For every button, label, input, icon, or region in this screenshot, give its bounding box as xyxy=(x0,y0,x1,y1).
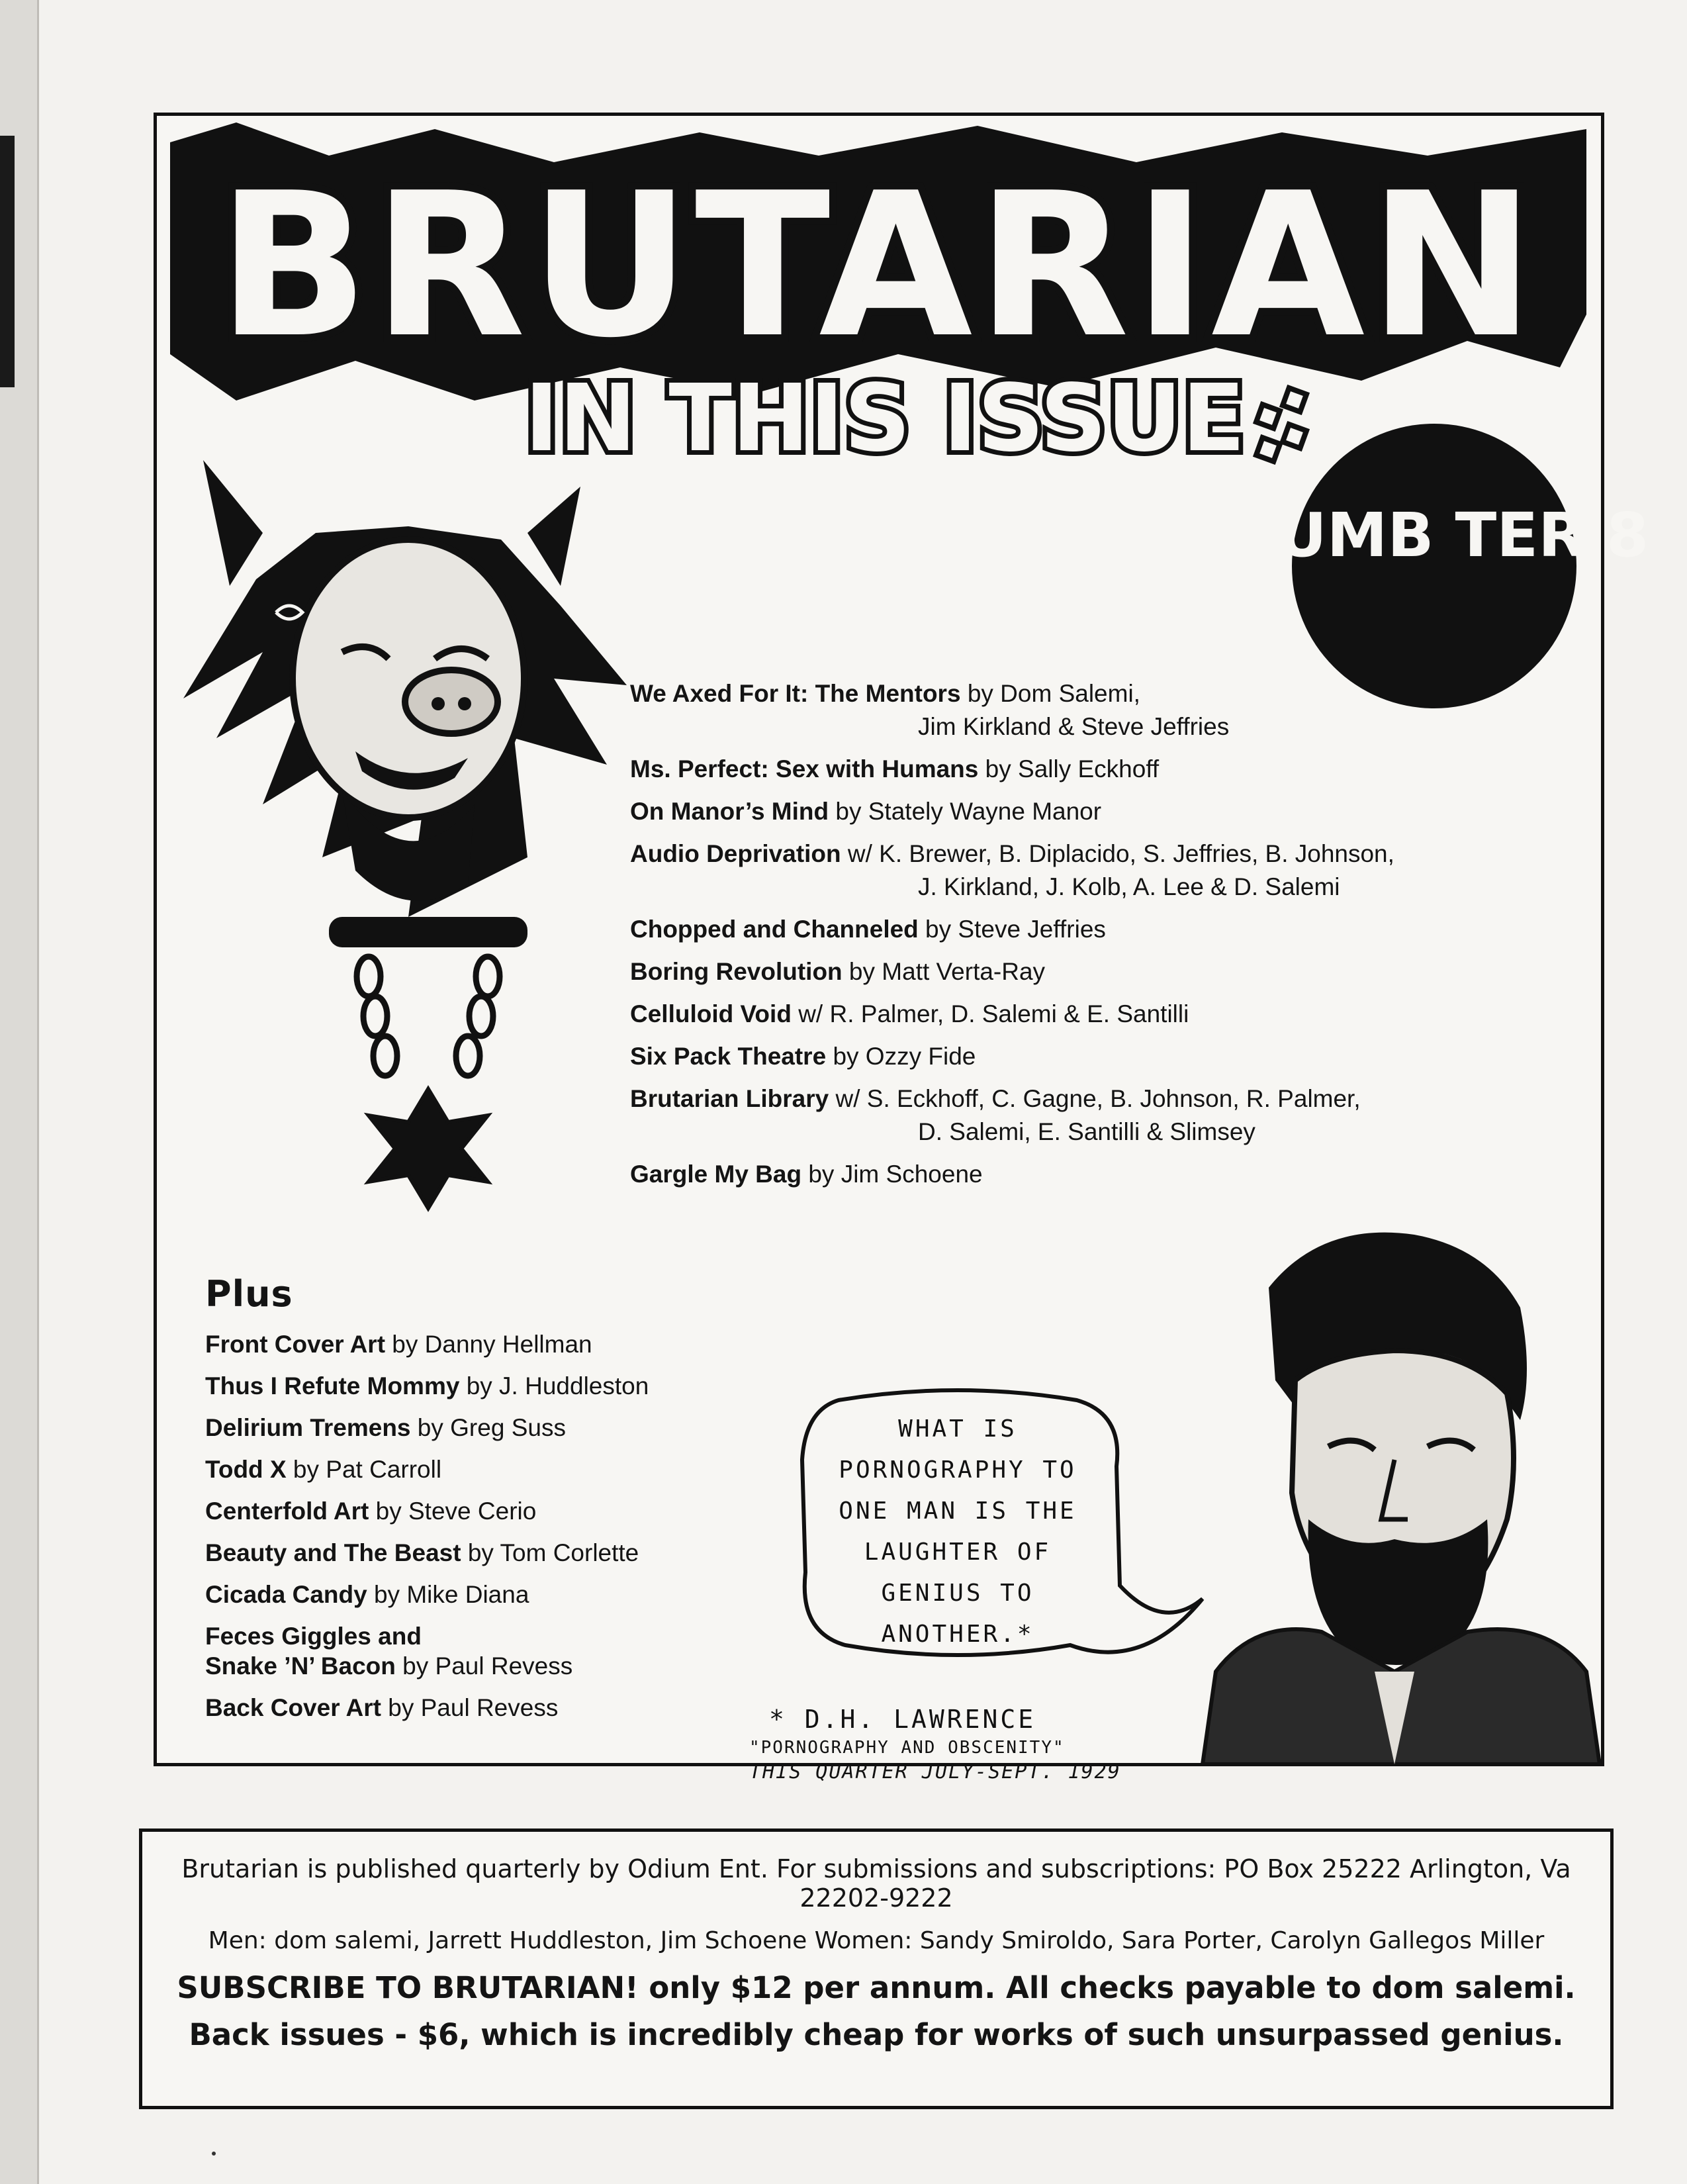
toc-credit: by Jim Schoene xyxy=(801,1161,983,1188)
plus-title: Beauty and The Beast xyxy=(205,1539,461,1566)
toc-title: Ms. Perfect: Sex with Humans xyxy=(630,755,979,783)
nostril xyxy=(458,697,471,710)
in-this-issue-heading: IN THIS ISSUE xyxy=(524,365,1246,473)
plus-item xyxy=(205,1413,801,1443)
plus-title: Feces Giggles and xyxy=(205,1623,422,1650)
back-issues-line: Back issues - $6, which is incredibly cheap for works of such unsurpassed genius. xyxy=(189,2017,1564,2052)
attribution-author: * D.H. LAWRENCE xyxy=(769,1705,1036,1734)
toc-entry xyxy=(630,1158,1557,1191)
plus-heading: Plus xyxy=(205,1273,293,1315)
toc-entry xyxy=(630,1040,1557,1073)
toc-credit: by Stately Wayne Manor xyxy=(829,798,1102,825)
quote-line: PORNOGRAPHY TO xyxy=(839,1456,1077,1484)
plus-item xyxy=(205,1496,801,1526)
collar xyxy=(329,917,527,947)
colon-dot xyxy=(1256,404,1280,428)
toc-title: We Axed For It: The Mentors xyxy=(630,680,961,707)
dh-lawrence-portrait xyxy=(1176,1208,1600,1764)
colon-dot xyxy=(1256,438,1280,461)
toc-entry xyxy=(630,998,1557,1031)
plus-item xyxy=(205,1538,801,1568)
plus-section xyxy=(205,1273,801,1734)
binding-mark xyxy=(0,136,15,387)
plus-title: Cicada Candy xyxy=(205,1581,367,1608)
plus-credit: by Pat Carroll xyxy=(286,1456,442,1483)
toc-credit: w/ R. Palmer, D. Salemi & E. Santilli xyxy=(791,1000,1189,1027)
plus-credit: by J. Huddleston xyxy=(459,1372,649,1400)
plus-title: Delirium Tremens xyxy=(205,1414,411,1441)
quote-line: GENIUS TO xyxy=(881,1580,1034,1607)
toc-title: Chopped and Channeled xyxy=(630,916,919,943)
toc-credit: by Dom Salemi, xyxy=(960,680,1140,707)
plus-credit: by Mike Diana xyxy=(367,1581,529,1608)
quote-line: ANOTHER.* xyxy=(881,1621,1034,1648)
toc-title: Six Pack Theatre xyxy=(630,1043,827,1070)
toc-entry xyxy=(630,795,1557,828)
plus-item xyxy=(205,1454,801,1484)
toc-entry xyxy=(630,1082,1557,1149)
toc-credit: by Steve Jeffries xyxy=(918,916,1106,943)
toc-credit: w/ S. Eckhoff, C. Gagne, B. Johnson, R. Palmer, xyxy=(829,1085,1361,1112)
toc-credit: by Matt Verta-Ray xyxy=(842,958,1046,985)
plus-credit: by Paul Revess xyxy=(395,1652,573,1680)
toc-title: On Manor’s Mind xyxy=(630,798,829,825)
toc-title: Celluloid Void xyxy=(630,1000,792,1027)
staff-line: Men: dom salemi, Jarrett Huddleston, Jim Schoene Women: Sandy Smiroldo, Sara Porter, Carolyn Gallegos Miller xyxy=(208,1927,1545,1954)
attribution-source: THIS QUARTER JULY-SEPT. 1929 xyxy=(749,1760,1121,1783)
toc-entry xyxy=(630,837,1557,904)
attribution-work: "PORNOGRAPHY AND OBSCENITY" xyxy=(749,1738,1065,1758)
plus-credit: by Steve Cerio xyxy=(369,1497,537,1525)
nostril xyxy=(432,697,445,710)
iron-cross-pendant xyxy=(369,1089,488,1208)
toc-credit: by Sally Eckhoff xyxy=(978,755,1160,783)
publication-info-box xyxy=(139,1828,1614,2109)
masthead-title: BRUTARIAN xyxy=(217,150,1539,381)
plus-item xyxy=(205,1621,801,1681)
issue-number-badge xyxy=(1226,414,1649,718)
plus-credit: by Danny Hellman xyxy=(385,1331,592,1358)
subscribe-line: SUBSCRIBE TO BRUTARIAN! only $12 per annum. All checks payable to dom salemi. xyxy=(177,1970,1576,2005)
page-fold xyxy=(37,0,39,2184)
plus-title: Back Cover Art xyxy=(205,1694,381,1721)
table-of-contents xyxy=(630,677,1557,1200)
chain xyxy=(357,957,500,1076)
plus-item xyxy=(205,1693,801,1723)
chained-devil-head-illustration xyxy=(157,460,633,1347)
toc-title: Audio Deprivation xyxy=(630,840,841,867)
toc-credit: w/ K. Brewer, B. Diplacido, S. Jeffries, B. Johnson, xyxy=(841,840,1394,867)
toc-credit-continued: Jim Kirkland & Steve Jeffries xyxy=(918,713,1230,740)
badge-text: NUMB TER 8 xyxy=(1226,500,1649,571)
publisher-line: Brutarian is published quarterly by Odium Ent. For submissions and subscriptions: PO Box 25222 Arlington, Va 22202-9222 xyxy=(181,1854,1571,1913)
toc-title: Brutarian Library xyxy=(630,1085,829,1112)
plus-title: Centerfold Art xyxy=(205,1497,369,1525)
toc-credit: by Ozzy Fide xyxy=(826,1043,976,1070)
pig-snout xyxy=(405,670,498,734)
plus-title: Front Cover Art xyxy=(205,1331,386,1358)
toc-entry xyxy=(630,677,1557,743)
toc-credit-continued: J. Kirkland, J. Kolb, A. Lee & D. Salemi xyxy=(918,873,1340,900)
paper-speck xyxy=(212,2152,216,2156)
plus-title: Todd X xyxy=(205,1456,287,1483)
plus-item xyxy=(205,1371,801,1401)
plus-title-second-line: Snake ’N’ Bacon xyxy=(205,1652,396,1680)
toc-title: Gargle My Bag xyxy=(630,1161,802,1188)
plus-item xyxy=(205,1329,801,1359)
toc-credit-continued: D. Salemi, E. Santilli & Slimsey xyxy=(918,1118,1255,1145)
quote-attribution xyxy=(749,1705,1121,1783)
contents-page-frame xyxy=(154,113,1649,1783)
colon-dot xyxy=(1283,388,1306,412)
plus-title: Thus I Refute Mommy xyxy=(205,1372,460,1400)
quote-line: LAUGHTER OF xyxy=(864,1539,1052,1566)
lawrence-quote xyxy=(819,1409,1097,1655)
plus-item xyxy=(205,1580,801,1609)
quote-line: ONE MAN IS THE xyxy=(839,1497,1077,1525)
horn xyxy=(203,460,263,586)
plus-credit: by Tom Corlette xyxy=(461,1539,639,1566)
toc-entry xyxy=(630,955,1557,988)
plus-credit: by Paul Revess xyxy=(381,1694,559,1721)
toc-entry xyxy=(630,753,1557,786)
plus-credit: by Greg Suss xyxy=(410,1414,566,1441)
quote-line: WHAT IS xyxy=(898,1415,1017,1443)
toc-title: Boring Revolution xyxy=(630,958,843,985)
horn xyxy=(527,487,580,586)
toc-entry xyxy=(630,913,1557,946)
